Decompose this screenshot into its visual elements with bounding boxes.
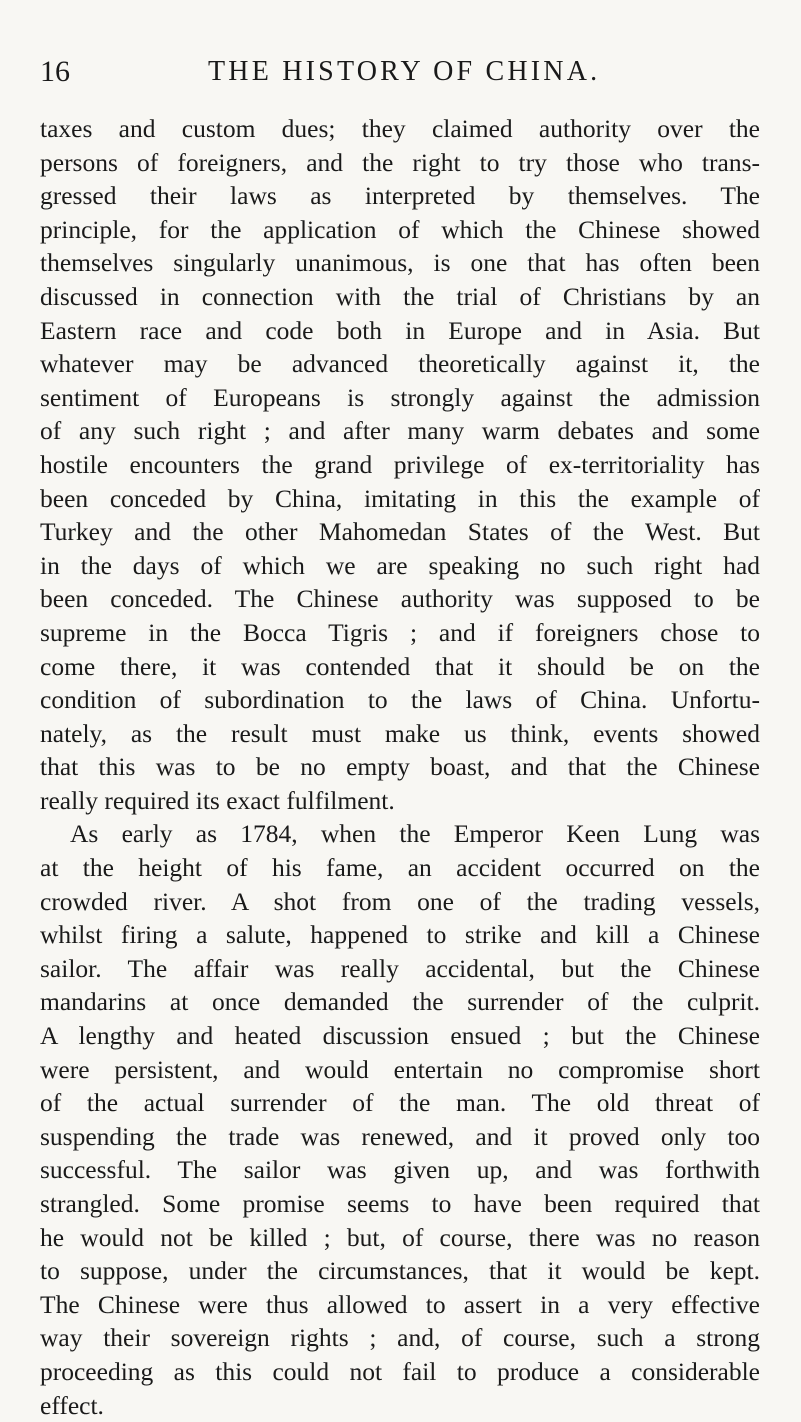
text-line: nately, as the result must make us think, events showed	[40, 718, 760, 748]
text-line: proceeding as this could not fail to produce a considerable	[40, 1356, 760, 1386]
text-line: he would not be killed ; but, of course, there was no reason	[40, 1222, 760, 1252]
text-line: gressed their laws as interpreted by themselves. The	[40, 181, 760, 211]
text-line: whatever may be advanced theoretically against it, the	[40, 349, 760, 379]
text-line: way their sovereign rights ; and, of course, such a strong	[40, 1323, 760, 1353]
text-line: of any such right ; and after many warm debates and some	[40, 416, 760, 446]
text-line: come there, it was contended that it should be on the	[40, 651, 760, 681]
text-line: A lengthy and heated discussion ensued ; but the Chinese	[40, 1021, 760, 1051]
text-line: themselves singularly unanimous, is one that has often been	[40, 248, 760, 278]
text-line: Eastern race and code both in Europe and in Asia. But	[40, 315, 760, 345]
page-number: 16	[40, 55, 70, 88]
text-line: supreme in the Bocca Tigris ; and if foreigners chose to	[40, 617, 760, 647]
text-line: discussed in connection with the trial of Christians by an	[40, 281, 760, 311]
text-line: in the days of which we are speaking no such right had	[40, 550, 760, 580]
paragraph-2	[40, 817, 760, 1422]
text-line: to suppose, under the circumstances, that it would be kept.	[40, 1256, 760, 1286]
running-title: THE HISTORY OF CHINA.	[208, 56, 601, 87]
text-line: As early as 1784, when the Emperor Keen Lung was	[70, 819, 760, 849]
text-line: at the height of his fame, an accident occurred on the	[40, 853, 760, 883]
text-line: persons of foreigners, and the right to try those who trans-	[40, 147, 760, 177]
text-line: suspending the trade was renewed, and it proved only too	[40, 1121, 760, 1151]
text-line: condition of subordination to the laws of China. Unfortu-	[40, 685, 760, 715]
text-line: sailor. The affair was really accidental, but the Chinese	[40, 953, 760, 983]
text-line: principle, for the application of which the Chinese showed	[40, 214, 760, 244]
text-line: crowded river. A shot from one of the trading vessels,	[40, 886, 760, 916]
text-line: really required its exact fulfilment.	[40, 785, 395, 815]
text-line: Turkey and the other Mahomedan States of the West. But	[40, 517, 760, 547]
text-line: of the actual surrender of the man. The old threat of	[40, 1088, 760, 1118]
text-line: been conceded by China, imitating in this the example of	[40, 483, 760, 513]
text-line: mandarins at once demanded the surrender of the culprit.	[40, 987, 760, 1017]
text-line: been conceded. The Chinese authority was supposed to be	[40, 584, 760, 614]
running-head	[40, 52, 761, 92]
text-line: were persistent, and would entertain no compromise short	[40, 1054, 760, 1084]
text-line: taxes and custom dues; they claimed authority over the	[40, 114, 760, 143]
text-line: The Chinese were thus allowed to assert in a very effective	[40, 1289, 760, 1319]
text-line: that this was to be no empty boast, and that the Chinese	[40, 752, 760, 782]
text-line: whilst firing a salute, happened to strike and kill a Chinese	[40, 920, 760, 950]
text-line: hostile encounters the grand privilege of ex-territoriality has	[40, 449, 760, 479]
text-line: strangled. Some promise seems to have been required that	[40, 1189, 760, 1218]
paragraph-1	[40, 112, 760, 817]
text-line: successful. The sailor was given up, and was forthwith	[40, 1155, 760, 1185]
text-line: sentiment of Europeans is strongly against the admission	[40, 382, 760, 412]
body-text	[40, 112, 760, 1422]
text-line: effect.	[40, 1390, 104, 1420]
